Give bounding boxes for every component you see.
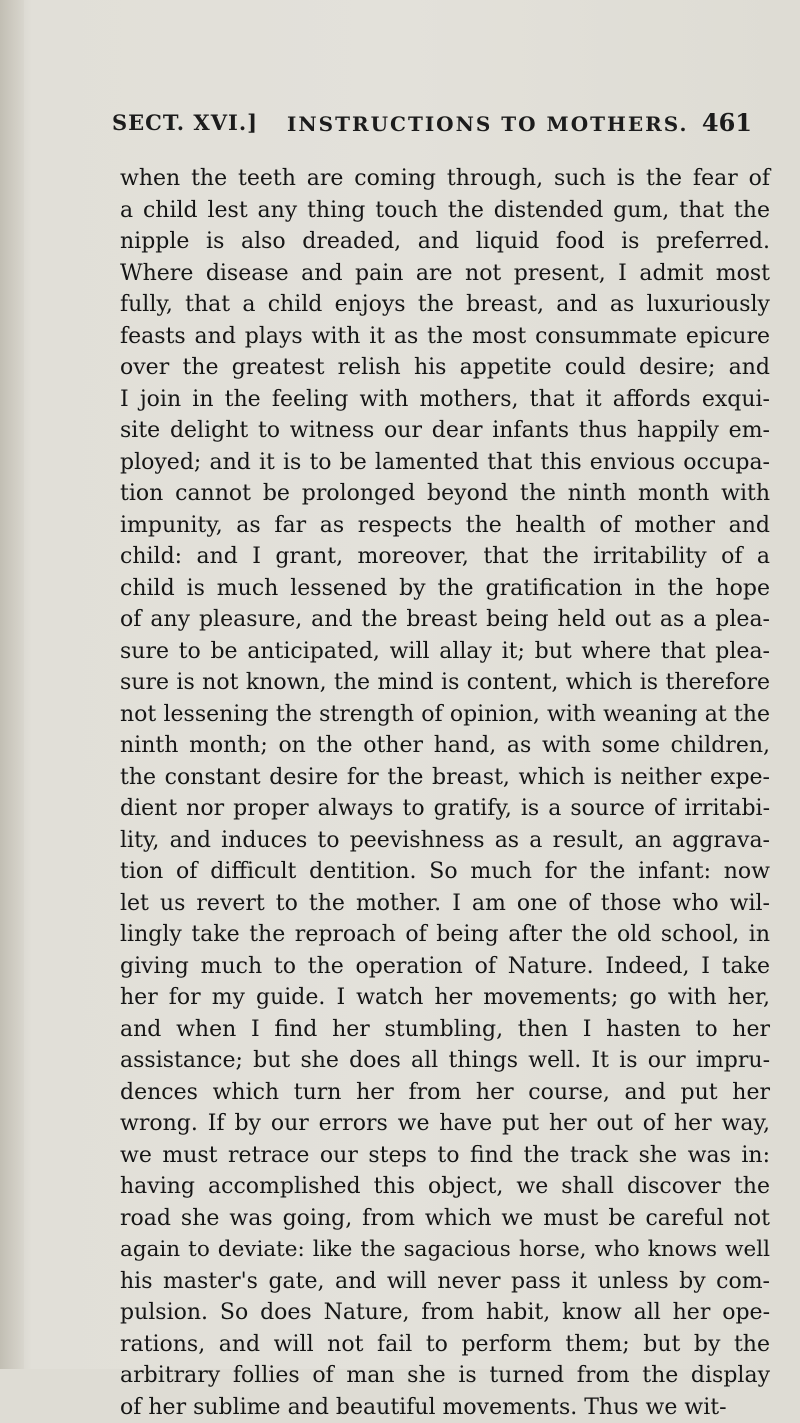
page-number: 461 <box>702 108 752 137</box>
text-line: sure to be anticipated, will allay it; but where that plea- <box>120 636 770 668</box>
text-line: sure is not known, the mind is content, which is therefore <box>120 667 770 699</box>
body-text <box>120 163 770 1423</box>
text-line: fully, that a child enjoys the breast, and as luxuriously <box>120 289 770 321</box>
text-line: child is much lessened by the gratification in the hope <box>120 573 770 605</box>
text-line: tion cannot be prolonged beyond the ninth month with <box>120 478 770 510</box>
text-line: his master's gate, and will never pass it unless by com- <box>120 1266 770 1298</box>
text-line: lingly take the reproach of being after the old school, in <box>120 919 770 951</box>
text-line: of any pleasure, and the breast being held out as a plea- <box>120 604 770 636</box>
text-line: when the teeth are coming through, such is the fear of <box>120 163 770 195</box>
text-line: I join in the feeling with mothers, that it affords exqui- <box>120 384 770 416</box>
text-line: a child lest any thing touch the distended gum, that the <box>120 195 770 227</box>
text-line: Where disease and pain are not present, I admit most <box>120 258 770 290</box>
text-line: we must retrace our steps to find the track she was in: <box>120 1140 770 1172</box>
text-line: tion of difficult dentition. So much for the infant: now <box>120 856 770 888</box>
text-line: her for my guide. I watch her movements; go with her, <box>120 982 770 1014</box>
text-line: pulsion. So does Nature, from habit, know all her ope- <box>120 1297 770 1329</box>
text-line: rations, and will not fail to perform them; but by the <box>120 1329 770 1361</box>
text-line: assistance; but she does all things well. It is our impru- <box>120 1045 770 1077</box>
text-line: arbitrary follies of man she is turned from the display <box>120 1360 770 1392</box>
text-line: site delight to witness our dear infants thus happily em- <box>120 415 770 447</box>
text-line: and when I find her stumbling, then I hasten to her <box>120 1014 770 1046</box>
text-line: nipple is also dreaded, and liquid food is preferred. <box>120 226 770 258</box>
text-line: road she was going, from which we must be careful not <box>120 1203 770 1235</box>
running-title: INSTRUCTIONS TO MOTHERS. <box>287 112 688 136</box>
text-line: having accomplished this object, we shall discover the <box>120 1171 770 1203</box>
text-line: wrong. If by our errors we have put her out of her way, <box>120 1108 770 1140</box>
text-line: over the greatest relish his appetite could desire; and <box>120 352 770 384</box>
text-line: giving much to the operation of Nature. Indeed, I take <box>120 951 770 983</box>
section-marker: SECT. XVI.] <box>112 110 258 135</box>
text-line: let us revert to the mother. I am one of those who wil- <box>120 888 770 920</box>
running-head <box>112 104 752 144</box>
page-gutter-shadow <box>0 0 24 1369</box>
text-line: the constant desire for the breast, which is neither expe- <box>120 762 770 794</box>
text-line: ninth month; on the other hand, as with some children, <box>120 730 770 762</box>
text-line: child: and I grant, moreover, that the irritability of a <box>120 541 770 573</box>
text-line: impunity, as far as respects the health of mother and <box>120 510 770 542</box>
text-line: ployed; and it is to be lamented that this envious occupa- <box>120 447 770 479</box>
text-line: dient nor proper always to gratify, is a source of irritabi- <box>120 793 770 825</box>
text-line: of her sublime and beautiful movements. Thus we wit- <box>120 1392 770 1423</box>
text-line: lity, and induces to peevishness as a result, an aggrava- <box>120 825 770 857</box>
text-line: dences which turn her from her course, and put her <box>120 1077 770 1109</box>
text-line: feasts and plays with it as the most consummate epicure <box>120 321 770 353</box>
text-line: not lessening the strength of opinion, with weaning at the <box>120 699 770 731</box>
text-line: again to deviate: like the sagacious horse, who knows well <box>120 1234 770 1266</box>
